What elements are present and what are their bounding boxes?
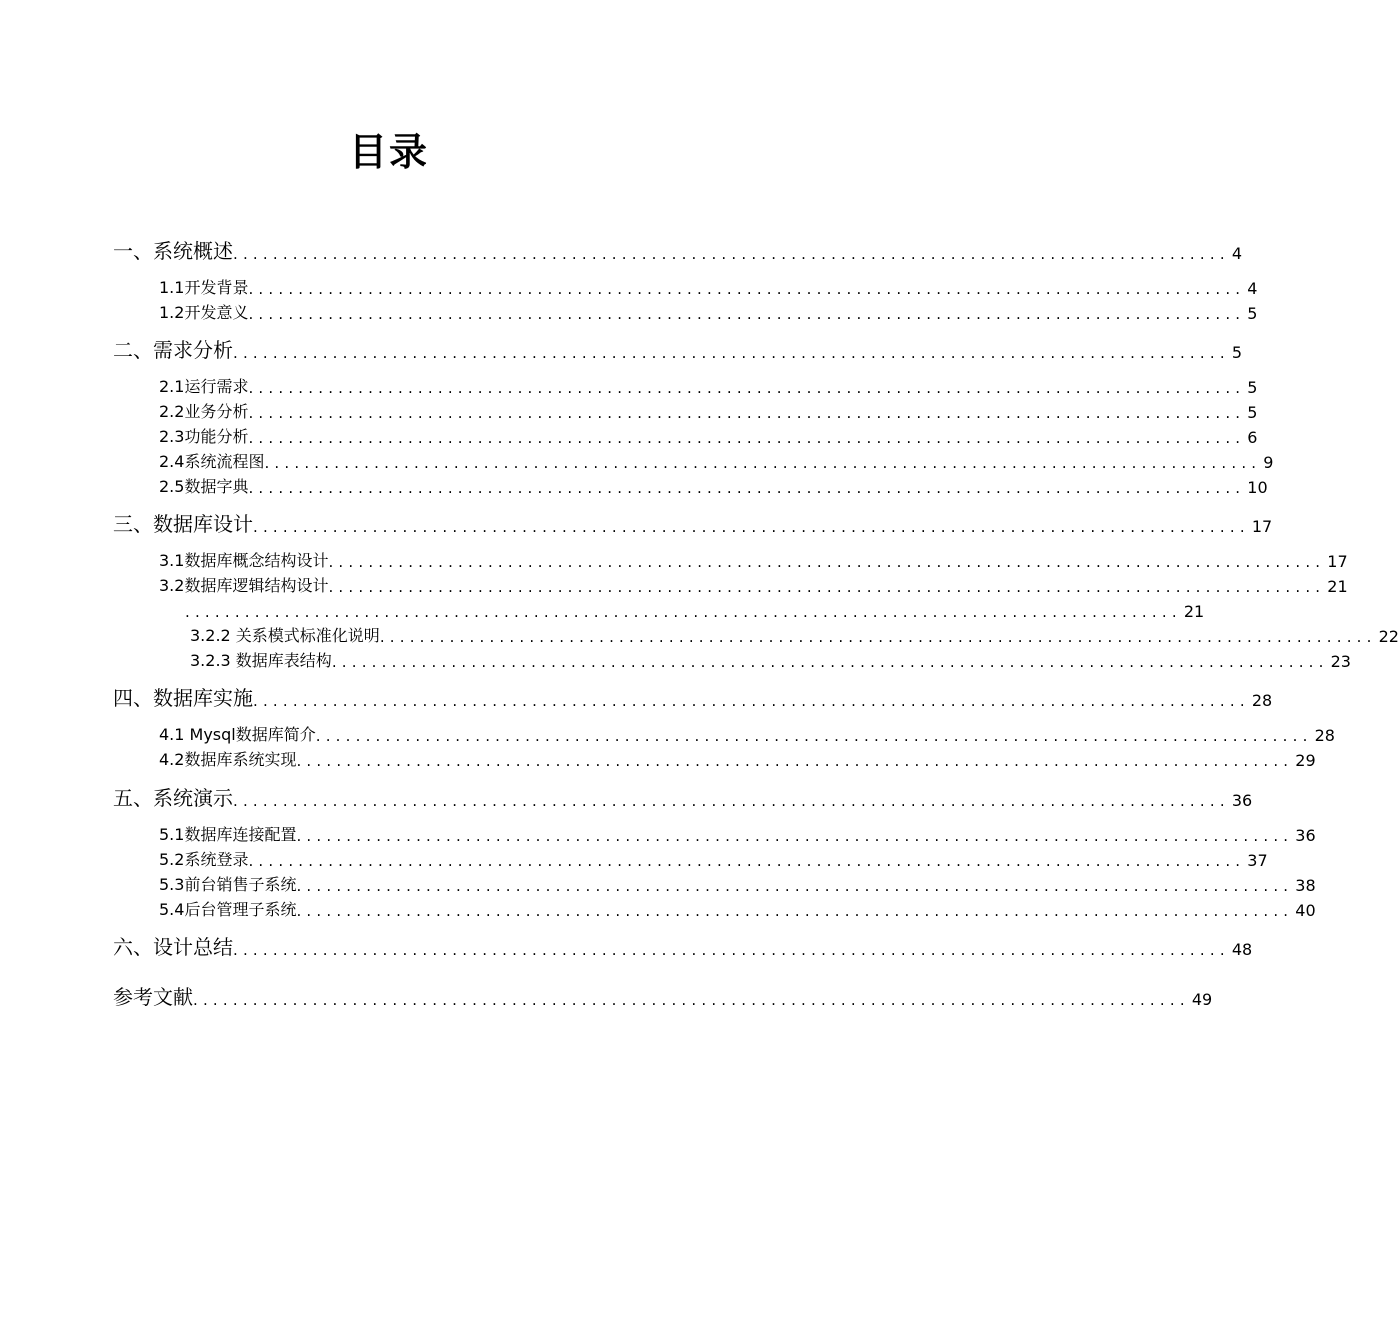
- toc-entry-page: 28: [1251, 691, 1273, 710]
- toc-leader-dots: ....................................................................................................: [253, 692, 1250, 710]
- toc-entry-2[interactable]: [113, 337, 1242, 363]
- toc-leader-dots: ....................................................................................................: [328, 578, 1326, 596]
- toc-entry-4[interactable]: [113, 685, 1273, 711]
- toc-entry-page: 5: [1247, 403, 1258, 422]
- toc-entry-page: 38: [1295, 876, 1316, 895]
- toc-entry-3-2-3[interactable]: [190, 650, 1351, 672]
- toc-leader-dots: ....................................................................................................: [233, 941, 1230, 959]
- toc-entry-page: 29: [1295, 751, 1316, 770]
- toc-entry-3[interactable]: [113, 511, 1273, 537]
- toc-entry-label: 二、需求分析: [113, 338, 233, 362]
- toc-leader-dots: ....................................................................................................: [296, 752, 1294, 770]
- toc-entry-5-2[interactable]: [159, 849, 1268, 871]
- toc-entry-3-1[interactable]: [159, 550, 1348, 572]
- toc-entry-3-2-1[interactable]: [185, 600, 1205, 622]
- toc-entry-page: 17: [1251, 517, 1273, 536]
- toc-entry-6[interactable]: [113, 934, 1253, 960]
- toc-entry-label: 2.3功能分析: [159, 427, 249, 446]
- toc-entry-label: 2.4系统流程图: [159, 452, 265, 471]
- toc-leader-dots: ....................................................................................................: [185, 603, 1182, 621]
- toc-leader-dots: ....................................................................................................: [248, 852, 1246, 870]
- toc-entry-label: 5.1数据库连接配置: [159, 825, 297, 844]
- toc-entry-page: 17: [1327, 552, 1348, 571]
- toc-entry-2-5[interactable]: [159, 476, 1268, 498]
- toc-entry-2-2[interactable]: [159, 401, 1258, 423]
- toc-entry-page: 37: [1247, 851, 1268, 870]
- toc-leader-dots: ....................................................................................................: [248, 280, 1246, 298]
- toc-entry-page: 10: [1247, 478, 1268, 497]
- toc-entry-page: 5: [1247, 304, 1258, 323]
- toc-entry-1[interactable]: [113, 238, 1242, 264]
- toc-entry-2-3[interactable]: [159, 426, 1258, 448]
- toc-entry-page: 28: [1314, 726, 1335, 745]
- toc-leader-dots: ....................................................................................................: [296, 877, 1294, 895]
- toc-leader-dots: ....................................................................................................: [248, 404, 1246, 422]
- toc-entry-3-2[interactable]: [159, 575, 1348, 597]
- toc-entry-label: 2.5数据字典: [159, 477, 249, 496]
- toc-entry-page: 23: [1330, 652, 1351, 671]
- toc-entry-label: 三、数据库设计: [113, 512, 253, 536]
- toc-entry-label: 2.1运行需求: [159, 377, 249, 396]
- toc-entry-label: 4.2数据库系统实现: [159, 750, 297, 769]
- toc-entry-references[interactable]: [113, 984, 1213, 1010]
- toc-entry-label: 5.2系统登录: [159, 850, 249, 869]
- toc-leader-dots: ....................................................................................................: [233, 245, 1230, 263]
- toc-leader-dots: ....................................................................................................: [248, 429, 1246, 447]
- toc-entry-page: 36: [1231, 791, 1253, 810]
- toc-entry-label: 一、系统概述: [113, 239, 233, 263]
- toc-entry-page: 49: [1191, 990, 1213, 1009]
- toc-entry-4-1[interactable]: [159, 724, 1335, 746]
- toc-entry-label: 5.3前台销售子系统: [159, 875, 297, 894]
- toc-entry-label: 1.2开发意义: [159, 303, 249, 322]
- toc-leader-dots: ....................................................................................................: [248, 479, 1246, 497]
- toc-entry-page: 22: [1378, 627, 1399, 646]
- toc-entry-page: 5: [1247, 378, 1258, 397]
- toc-leader-dots: ....................................................................................................: [331, 653, 1329, 671]
- toc-title: 目录: [348, 130, 429, 174]
- toc-leader-dots: ....................................................................................................: [296, 827, 1294, 845]
- toc-entry-4-2[interactable]: [159, 749, 1316, 771]
- toc-entry-page: 4: [1247, 279, 1258, 298]
- toc-leader-dots: ....................................................................................................: [328, 553, 1326, 571]
- toc-entry-label: 3.2数据库逻辑结构设计: [159, 576, 329, 595]
- toc-entry-5-3[interactable]: [159, 874, 1316, 896]
- toc-entry-page: 48: [1231, 940, 1253, 959]
- toc-entry-label: 2.2业务分析: [159, 402, 249, 421]
- toc-leader-dots: ....................................................................................................: [315, 727, 1313, 745]
- toc-entry-5-1[interactable]: [159, 824, 1316, 846]
- toc-entry-label: 3.1数据库概念结构设计: [159, 551, 329, 570]
- toc-entry-page: 21: [1183, 602, 1205, 621]
- toc-entry-label: 5.4后台管理子系统: [159, 900, 297, 919]
- toc-entry-label: 4.1 Mysql数据库简介: [159, 725, 316, 744]
- toc-leader-dots: ....................................................................................................: [296, 902, 1294, 920]
- toc-entry-page: 36: [1295, 826, 1316, 845]
- toc-entry-page: 4: [1231, 244, 1242, 263]
- toc-entry-label: 四、数据库实施: [113, 686, 253, 710]
- toc-leader-dots: ....................................................................................................: [233, 792, 1230, 810]
- toc-entry-label: 六、设计总结: [113, 935, 233, 959]
- toc-entry-2-4[interactable]: [159, 451, 1274, 473]
- toc-entry-page: 5: [1231, 343, 1242, 362]
- toc-leader-dots: ....................................................................................................: [264, 454, 1262, 472]
- toc-entry-1-2[interactable]: [159, 302, 1258, 324]
- toc-entry-page: 6: [1247, 428, 1258, 447]
- toc-entry-label: 1.1开发背景: [159, 278, 249, 297]
- toc-entry-label: 3.2.2 关系模式标准化说明: [190, 626, 380, 645]
- toc-entry-2-1[interactable]: [159, 376, 1258, 398]
- toc-entry-1-1[interactable]: [159, 277, 1258, 299]
- toc-entry-label: 参考文献: [113, 985, 193, 1009]
- toc-entry-page: 9: [1263, 453, 1274, 472]
- toc-leader-dots: ....................................................................................................: [233, 344, 1230, 362]
- toc-entry-label: 五、系统演示: [113, 786, 233, 810]
- toc-entry-5-4[interactable]: [159, 899, 1316, 921]
- toc-entry-label: 3.2.3 数据库表结构: [190, 651, 332, 670]
- toc-entry-3-2-2[interactable]: [190, 625, 1399, 647]
- toc-leader-dots: ....................................................................................................: [248, 305, 1246, 323]
- toc-leader-dots: ....................................................................................................: [248, 379, 1246, 397]
- toc-leader-dots: ....................................................................................................: [193, 991, 1190, 1009]
- toc-entry-page: 21: [1327, 577, 1348, 596]
- toc-leader-dots: ....................................................................................................: [379, 628, 1377, 646]
- toc-entry-5[interactable]: [113, 785, 1253, 811]
- toc-entry-page: 40: [1295, 901, 1316, 920]
- toc-leader-dots: ....................................................................................................: [253, 518, 1250, 536]
